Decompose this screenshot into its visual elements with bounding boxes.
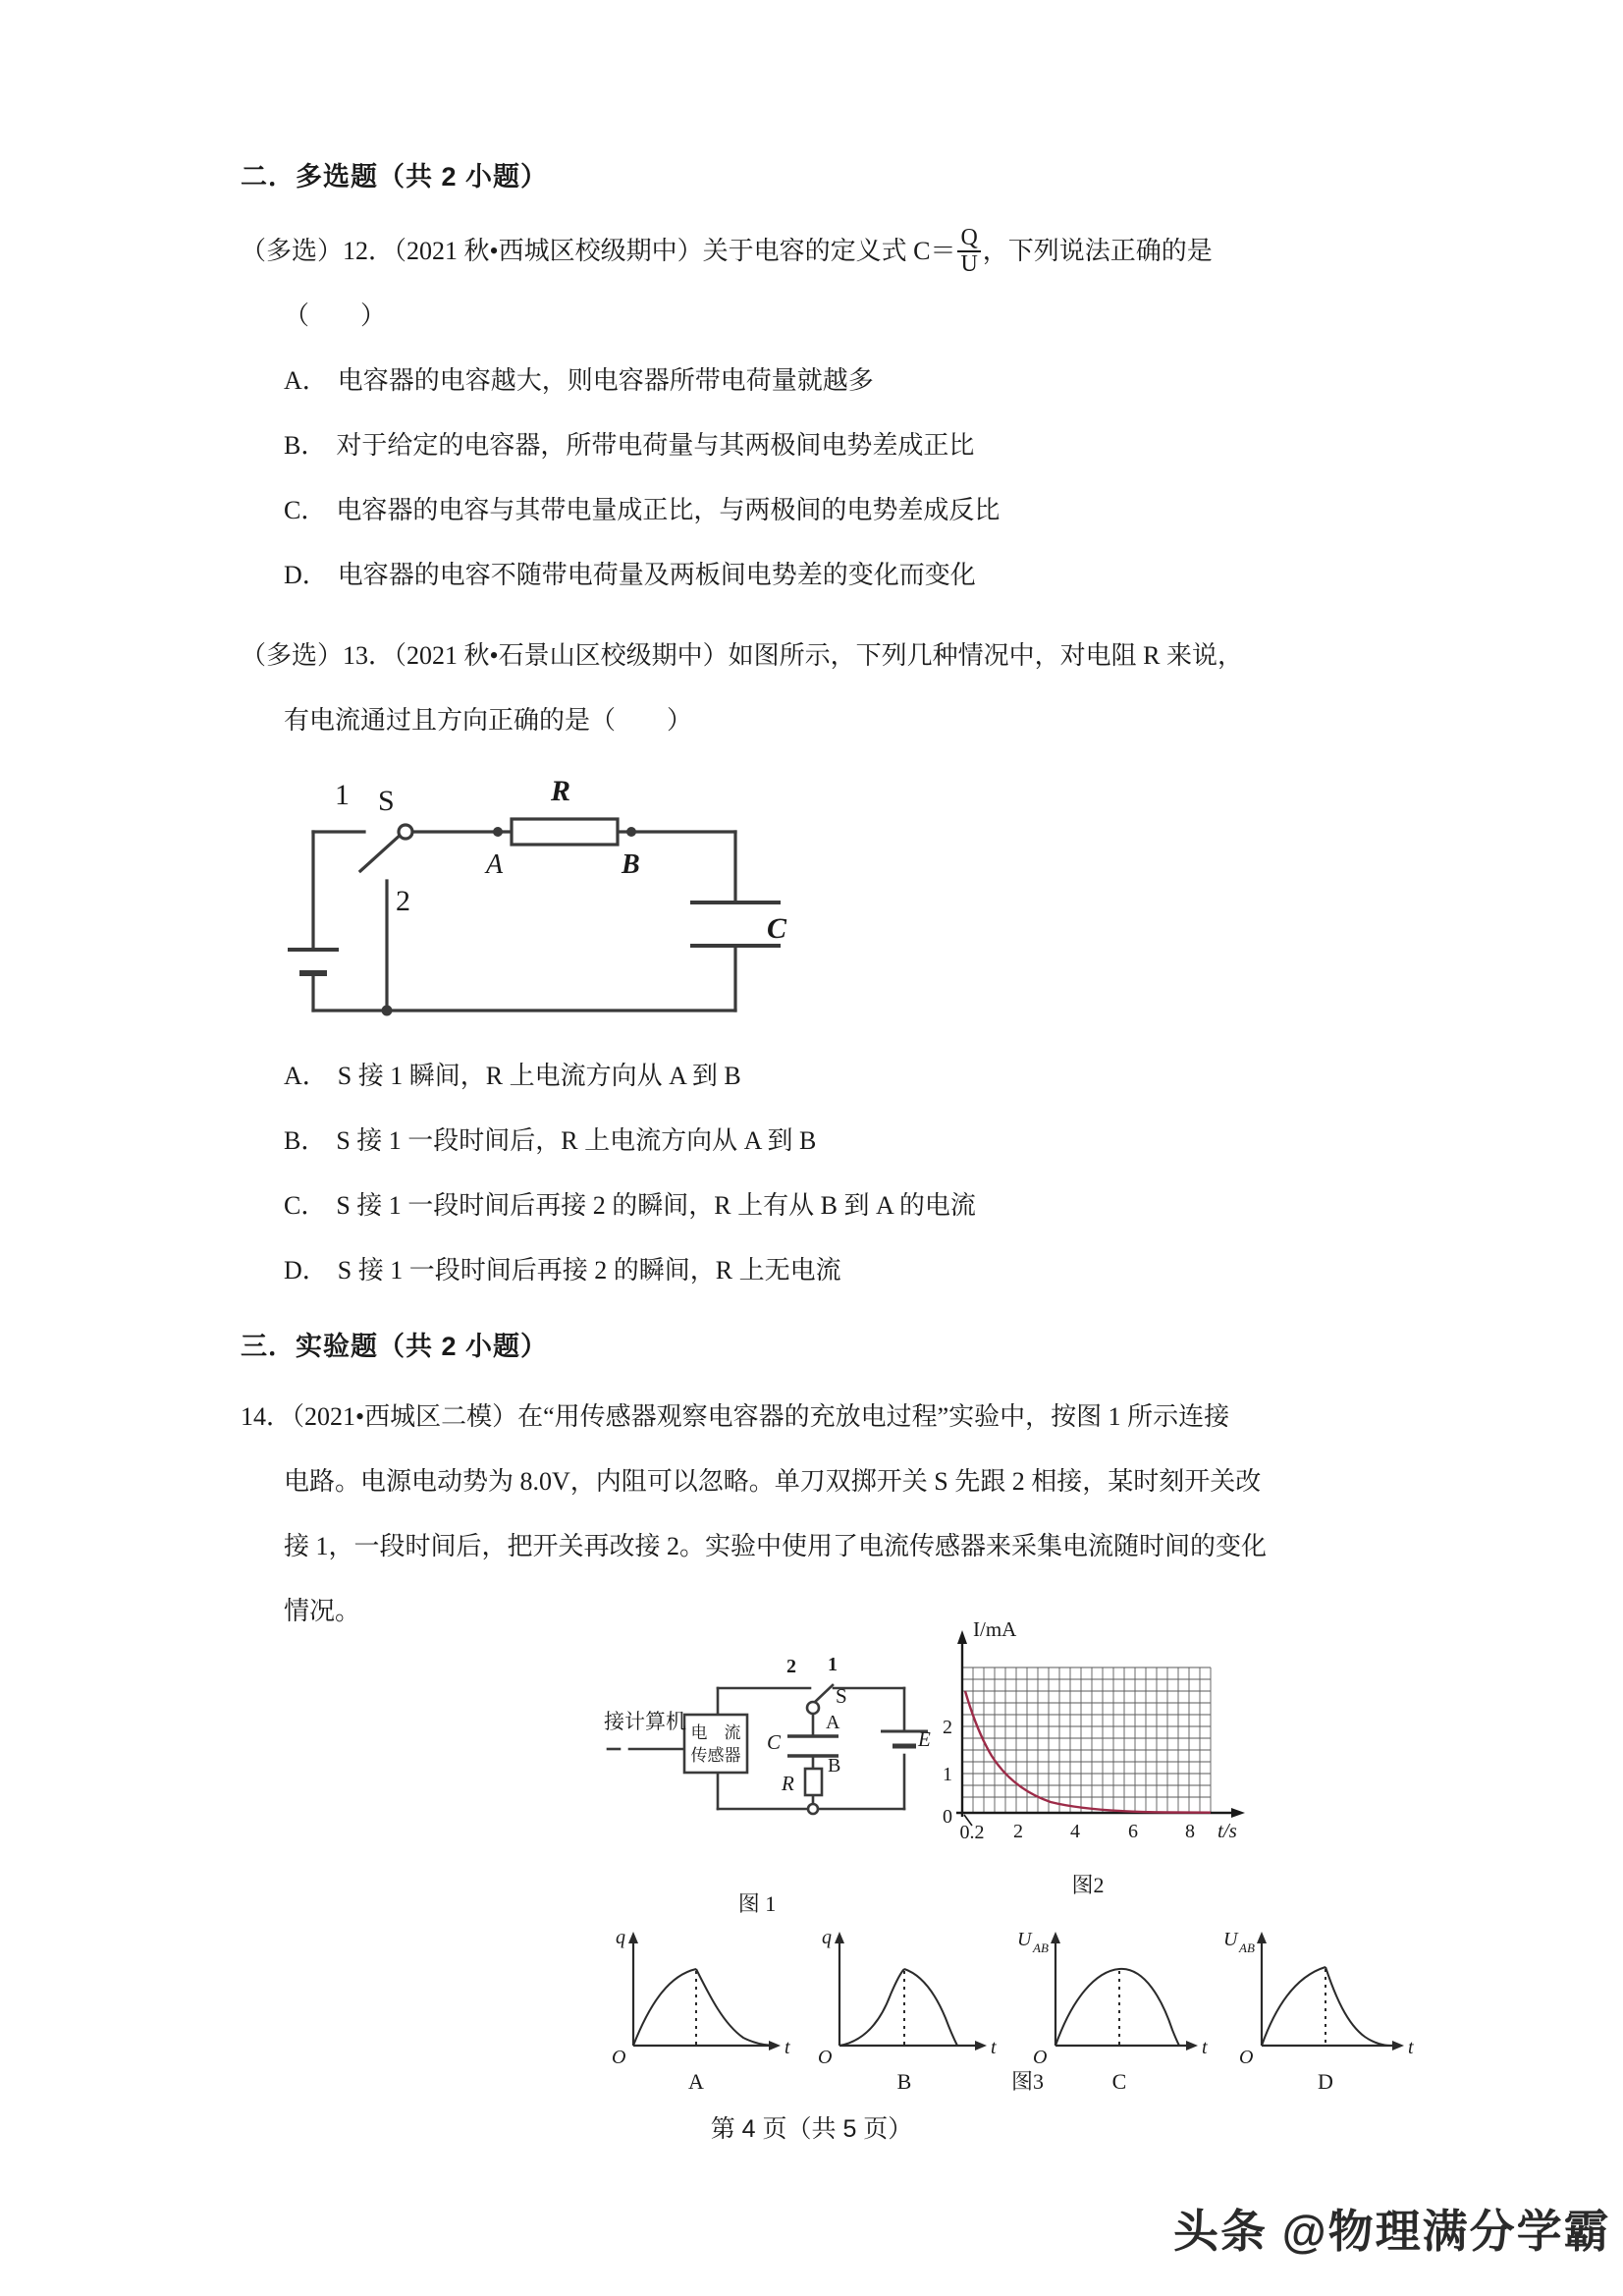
decay-curve [965, 1691, 1211, 1813]
panel-b-xlabel: t [991, 2037, 997, 2058]
question-13-option-a[interactable] [241, 1044, 1419, 1109]
question-12 [241, 219, 1419, 608]
option-text: S 接 1 一段时间后再接 2 的瞬间，R 上无电流 [337, 1256, 841, 1285]
question-13-option-b[interactable] [241, 1109, 1419, 1174]
switch-pivot-icon [399, 825, 412, 839]
question-12-suffix: ，下列说法正确的是 [982, 237, 1213, 265]
option-text: 电容器的电容不随带电荷量及两板间电势差的变化而变化 [337, 561, 976, 589]
y-tick-0: 0 [943, 1806, 952, 1828]
question-13-circuit-figure [241, 765, 1419, 1030]
question-13 [241, 624, 1419, 1303]
node-b-dot [626, 827, 636, 837]
chart-axes [956, 1640, 1235, 1817]
question-13-option-d[interactable] [241, 1238, 1419, 1303]
question-13-stem-line1: （多选）13．（2021 秋•石景山区校级期中）如图所示，下列几种情况中，对电阻 R 来说， [241, 641, 1243, 670]
label-terminal-1: 1 [828, 1654, 838, 1675]
panel-b-label: B [896, 2069, 912, 2094]
question-13-stem-line2: 有电流通过且方向正确的是（ ） [284, 706, 693, 735]
option-letter: C． [284, 496, 327, 524]
panel-c-origin: O [1033, 2047, 1048, 2068]
panel-a-label: A [688, 2069, 704, 2094]
circuit-diagram-q13 [284, 765, 794, 1030]
label-node-b: B [622, 849, 640, 880]
question-12-prefix: （多选）12．（2021 秋•西城区校级期中）关于电容的定义式 C＝ [241, 237, 956, 265]
y-axis-arrow [957, 1630, 967, 1644]
panel-c-label: C [1111, 2069, 1127, 2094]
option-letter: C． [284, 1191, 327, 1220]
node-bottom-dot [382, 1006, 393, 1016]
option-text: 电容器的电容越大，则电容器所带电荷量就越多 [337, 366, 874, 395]
label-switch-s: S [836, 1684, 847, 1708]
panel-d-ylabel: U [1223, 1929, 1238, 1950]
question-14 [241, 1385, 1419, 1644]
option-text: S 接 1 一段时间后再接 2 的瞬间，R 上有从 B 到 A 的电流 [336, 1191, 976, 1220]
fraction-denominator: U [957, 250, 980, 277]
x-tick-4: 8 [1185, 1821, 1195, 1842]
sensor-label-line2: 传感器 [690, 1746, 741, 1765]
question-13-option-c[interactable] [241, 1174, 1419, 1238]
option-graph-d [1223, 1929, 1414, 2094]
sensor-label-line1: 电 流 [690, 1723, 741, 1742]
panel-b-origin: O [818, 2047, 833, 2068]
label-plate-a: A [826, 1712, 840, 1733]
panel-c-ysub: AB [1033, 1941, 1049, 1955]
watermark: 头条 @物理满分学霸 [1173, 2206, 1611, 2257]
option-graph-c [1017, 1929, 1208, 2094]
label-capacitor-c: C [767, 1730, 782, 1754]
capacitance-formula-fraction [957, 226, 980, 277]
figure-2-block [941, 1611, 1265, 1899]
label-node-a: A [486, 849, 504, 880]
question-14-stem-line3: 接 1，一段时间后，把开关再改接 2。实验中使用了电流传感器来采集电流随时间的变化 [284, 1532, 1268, 1560]
question-14-stem-line1: 14．（2021•西城区二模）在“用传感器观察电容器的充放电过程”实验中，按图 1 所示连接 [241, 1402, 1230, 1431]
panel-d-label: D [1318, 2069, 1333, 2094]
figure-1-caption: 图 1 [737, 1891, 777, 1916]
label-terminal-2: 2 [786, 1656, 796, 1677]
section-heading-multichoice: 二．多选题（共 2 小题） [241, 162, 549, 191]
panel-d-origin: O [1239, 2047, 1254, 2068]
circuit-diagram-fig1 [574, 1638, 940, 1886]
question-14-stem-line4: 情况。 [284, 1597, 361, 1625]
figure-3-caption: 图3 [1011, 2069, 1045, 2094]
label-terminal-1: 1 [335, 779, 350, 811]
switch-pivot-icon [807, 1702, 819, 1714]
option-letter: B． [284, 431, 327, 460]
panel-b-ylabel: q [822, 1927, 832, 1948]
figure-2-caption: 图2 [1071, 1873, 1105, 1897]
label-resistor-r: R [551, 775, 571, 807]
node-a-dot [493, 827, 503, 837]
question-14-stem-line2: 电路。电源电动势为 8.0V，内阻可以忽略。单刀双掷开关 S 先跟 2 相接，某时刻开关改 [284, 1467, 1262, 1496]
label-plate-b: B [828, 1755, 841, 1777]
chart-current-vs-time [941, 1611, 1265, 1871]
label-capacitor-c: C [767, 912, 787, 945]
y-axis-label: I/mA [973, 1617, 1017, 1641]
x-tick-1: 2 [1013, 1821, 1023, 1842]
x-tick-0: 0.2 [959, 1822, 985, 1843]
panel-a-origin: O [612, 2047, 626, 2068]
figure-3-block [594, 1920, 1429, 2097]
label-resistor-r: R [782, 1772, 794, 1795]
option-letter: A． [284, 366, 328, 395]
option-letter: B． [284, 1126, 327, 1155]
panel-d-xlabel: t [1408, 2037, 1414, 2058]
resistor-symbol [805, 1769, 822, 1795]
x-axis-arrow [1231, 1808, 1245, 1818]
page-footer: 第 4 页（共 5 页） [710, 2115, 913, 2143]
option-text: 电容器的电容与其带电量成正比，与两极间的电势差成反比 [336, 496, 1001, 524]
resistor-symbol [512, 819, 618, 845]
x-axis-label: t/s [1217, 1819, 1237, 1842]
panel-a-ylabel: q [616, 1927, 625, 1948]
figure-1-block [574, 1638, 940, 1918]
panel-c-xlabel: t [1202, 2037, 1208, 2058]
option-letter: A． [284, 1062, 328, 1090]
label-terminal-2: 2 [396, 885, 410, 917]
label-to-computer: 接计算机 [604, 1710, 686, 1733]
question-12-answer-blank[interactable]: （ ） [284, 301, 387, 330]
question-12-option-a[interactable] [241, 349, 1419, 413]
label-switch-s: S [378, 785, 395, 817]
x-tick-2: 4 [1070, 1821, 1080, 1842]
fraction-numerator: Q [960, 224, 978, 250]
option-graph-b [818, 1927, 997, 2094]
panel-c-ylabel: U [1017, 1929, 1032, 1950]
option-graph-a [612, 1927, 790, 2094]
option-letter: D． [284, 561, 328, 589]
label-emf-e: E [918, 1727, 931, 1751]
option-text: S 接 1 一段时间后，R 上电流方向从 A 到 B [336, 1126, 817, 1155]
question-12-stem [241, 219, 1419, 284]
section-heading-experiment: 三．实验题（共 2 小题） [241, 1332, 549, 1361]
bottom-node-dot [808, 1804, 818, 1814]
y-tick-1: 1 [943, 1764, 952, 1785]
option-text: 对于给定的电容器，所带电荷量与其两极间电势差成正比 [336, 431, 975, 460]
panel-a-xlabel: t [784, 2037, 790, 2058]
panel-d-ysub: AB [1239, 1941, 1255, 1955]
question-12-option-c[interactable] [241, 478, 1419, 543]
question-12-option-b[interactable] [241, 413, 1419, 478]
x-tick-3: 6 [1128, 1821, 1138, 1842]
option-letter: D． [284, 1256, 328, 1285]
question-12-option-d[interactable] [241, 543, 1419, 608]
page-content [241, 0, 1419, 1644]
y-tick-2: 2 [943, 1717, 952, 1738]
option-text: S 接 1 瞬间，R 上电流方向从 A 到 B [337, 1062, 741, 1090]
chart-grid [962, 1667, 1211, 1813]
